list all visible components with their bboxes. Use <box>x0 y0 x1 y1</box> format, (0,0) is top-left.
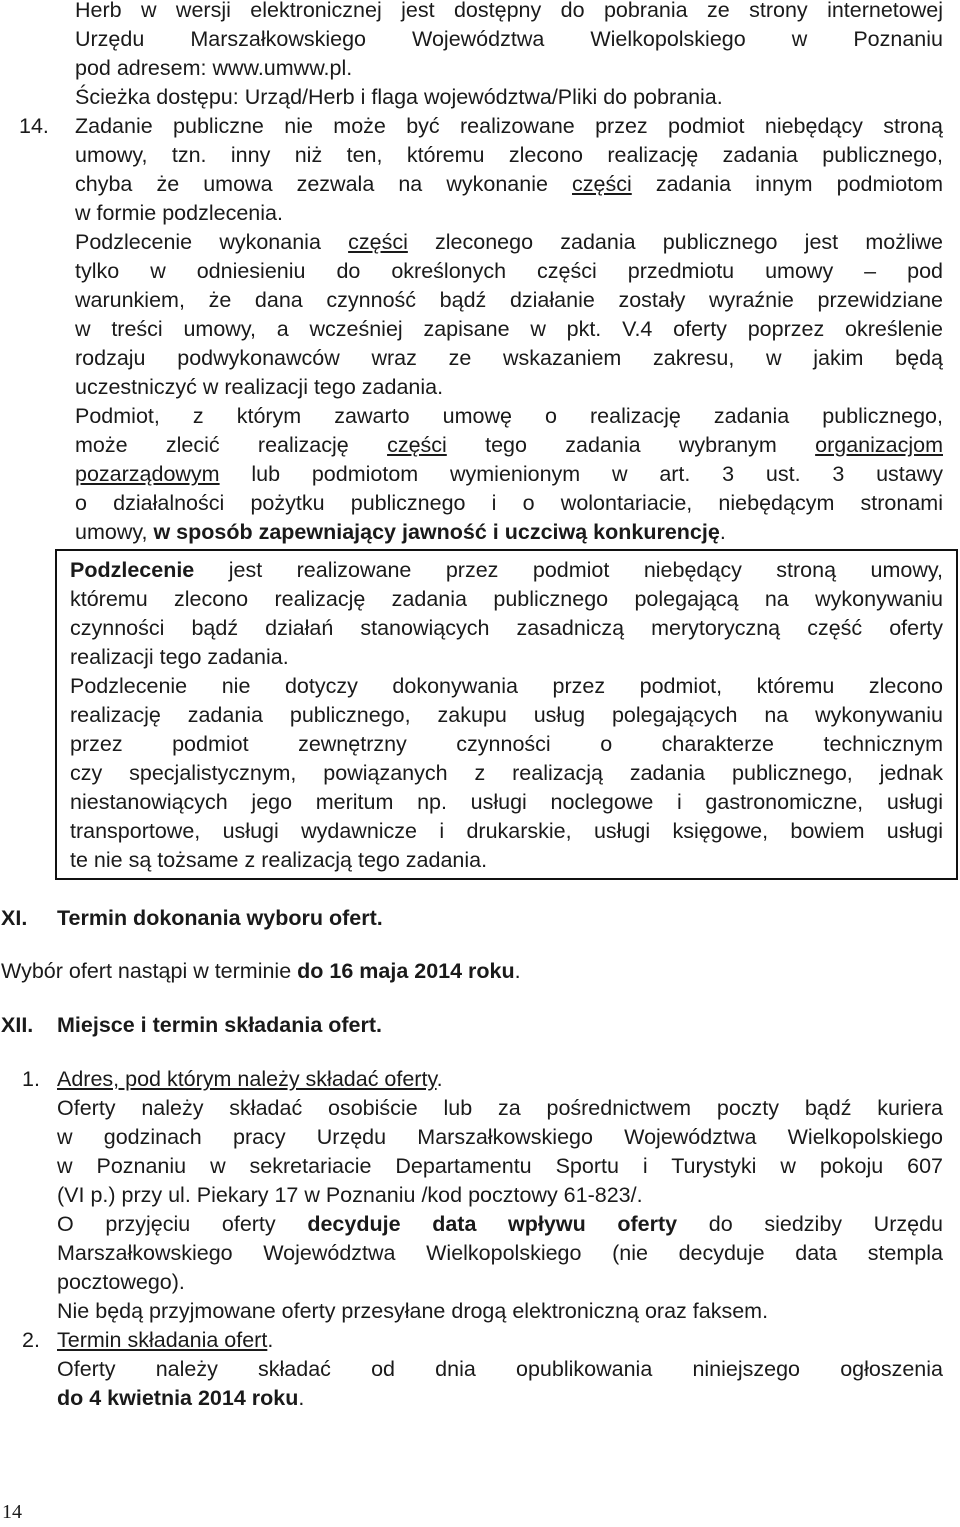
text-line: Herb w wersji elektronicznej jest dostępny do pobrania ze strony internetowej <box>75 0 943 22</box>
note-line: przez podmiot zewnętrzny czynności o charakterze technicznym <box>70 732 943 756</box>
text-line: umowy, w sposób zapewniający jawność i uczciwą konkurencję. <box>75 520 726 544</box>
note-line: Podzlecenie jest realizowane przez podmiot niebędący stroną umowy, <box>70 558 943 582</box>
text-line: uczestniczyć w realizacji tego zadania. <box>75 375 444 399</box>
text-line: chyba że umowa zezwala na wykonanie części zadania innym podmiotom <box>75 172 943 196</box>
text-line: Podmiot, z którym zawarto umowę o realizację zadania publicznego, <box>75 404 943 428</box>
text-line: w godzinach pracy Urzędu Marszałkowskiego Województwa Wielkopolskiego <box>57 1125 943 1149</box>
text-line: pozarządowym lub podmiotom wymienionym w art. 3 ust. 3 ustawy <box>75 462 943 486</box>
item-number: 2. <box>22 1328 40 1352</box>
text-line: rodzaju podwykonawców wraz ze wskazaniem zakresu, w jakim będą <box>75 346 943 370</box>
text-line: w formie podzlecenia. <box>75 201 283 225</box>
note-line: któremu zlecono realizację zadania publicznego polegającą na wykonywaniu <box>70 587 943 611</box>
text-line: pod adresem: www.umww.pl. <box>75 56 353 80</box>
text-line: Wybór ofert nastąpi w terminie do 16 maja 2014 roku. <box>1 959 521 983</box>
item-number: 1. <box>22 1067 40 1091</box>
section-title: Termin dokonania wyboru ofert. <box>57 906 383 930</box>
text-line: warunkiem, że dana czynność bądź działanie zostały wyraźnie przewidziane <box>75 288 943 312</box>
text-line: do 4 kwietnia 2014 roku. <box>57 1386 305 1410</box>
text-line: (VI p.) przy ul. Piekary 17 w Poznaniu /kod pocztowy 61-823/. <box>57 1183 643 1207</box>
note-line: czy specjalistycznym, powiązanych z realizacją zadania publicznego, jednak <box>70 761 943 785</box>
text-line: w Poznaniu w sekretariacie Departamentu Sportu i Turystyki w pokoju 607 <box>57 1154 943 1178</box>
text-line: o działalności pożytku publicznego i o wolontariacie, niebędącym stronami <box>75 491 943 515</box>
text-line: Nie będą przyjmowane oferty przesyłane drogą elektroniczną oraz faksem. <box>57 1299 769 1323</box>
text-line: może zlecić realizację części tego zadania wybranym organizacjom <box>75 433 943 457</box>
note-line: transportowe, usługi wydawnicze i drukarskie, usługi księgowe, bowiem usługi <box>70 819 943 843</box>
note-line: te nie są tożsame z realizacją tego zadania. <box>70 848 488 872</box>
note-line: realizację zadania publicznego, zakupu usług polegających na wykonywaniu <box>70 703 943 727</box>
text-line: O przyjęciu oferty decyduje data wpływu oferty do siedziby Urzędu <box>57 1212 943 1236</box>
text-line: Oferty należy składać osobiście lub za pośrednictwem poczty bądź kuriera <box>57 1096 943 1120</box>
text-line: Zadanie publiczne nie może być realizowane przez podmiot niebędący stroną <box>75 114 943 138</box>
section-number: XII. <box>1 1013 34 1037</box>
text-line: Ścieżka dostępu: Urząd/Herb i flaga województwa/Pliki do pobrania. <box>75 85 723 109</box>
item-title: Termin składania ofert. <box>57 1328 274 1352</box>
note-line: czynności bądź działań stanowiących zasadniczą merytoryczną część oferty <box>70 616 943 640</box>
page-number: 14 <box>2 1501 22 1523</box>
item-title: Adres, pod którym należy składać oferty. <box>57 1067 443 1091</box>
text-line: tylko w odniesieniu do określonych części przedmiotu umowy – pod <box>75 259 943 283</box>
text-line: Podzlecenie wykonania części zleconego zadania publicznego jest możliwe <box>75 230 943 254</box>
note-line: realizacji tego zadania. <box>70 645 289 669</box>
text-line: Marszałkowskiego Województwa Wielkopolskiego (nie decyduje data stempla <box>57 1241 943 1265</box>
text-line: w treści umowy, a wcześniej zapisane w pkt. V.4 oferty poprzez określenie <box>75 317 943 341</box>
text-line: pocztowego). <box>57 1270 185 1294</box>
section-title: Miejsce i termin składania ofert. <box>57 1013 383 1037</box>
note-line: Podzlecenie nie dotyczy dokonywania przez podmiot, któremu zlecono <box>70 674 943 698</box>
section-number: XI. <box>1 906 28 930</box>
text-line: Urzędu Marszałkowskiego Województwa Wielkopolskiego w Poznaniu <box>75 27 943 51</box>
item-number: 14. <box>19 114 49 138</box>
note-line: niestanowiących jego meritum np. usługi noclegowe i gastronomiczne, usługi <box>70 790 943 814</box>
text-line: umowy, tzn. inny niż ten, któremu zlecono realizację zadania publicznego, <box>75 143 943 167</box>
text-line: Oferty należy składać od dnia opublikowania niniejszego ogłoszenia <box>57 1357 943 1381</box>
